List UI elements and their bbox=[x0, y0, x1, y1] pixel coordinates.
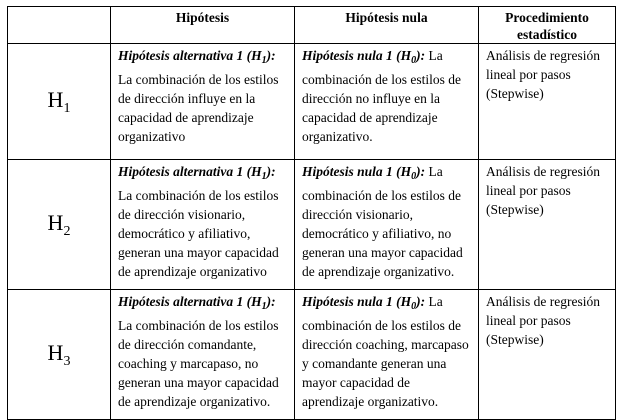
alternative-hypothesis-cell bbox=[111, 44, 295, 160]
null-title-post: ): bbox=[416, 48, 426, 63]
procedure-cell bbox=[479, 160, 616, 290]
hypothesis-label-main: H bbox=[47, 209, 64, 235]
header-null-hypothesis: Hipótesis nula bbox=[295, 7, 479, 44]
null-hypothesis-cell bbox=[295, 160, 479, 290]
alt-title-pre: Hipótesis alternativa 1 (H bbox=[118, 294, 262, 309]
null-title-sub: 0 bbox=[411, 301, 417, 312]
alternative-hypothesis-cell bbox=[111, 160, 295, 290]
alternative-hypothesis-text: La combinación de los estilos de dirección comandante, coaching y marcapaso, no generan una mayor capacidad de aprendizaje organizativo. bbox=[118, 318, 279, 409]
alt-title-sub: 1 bbox=[261, 171, 267, 182]
procedure-cell bbox=[479, 44, 616, 160]
null-title-pre: Hipótesis nula 1 (H bbox=[302, 48, 412, 63]
hypothesis-label-sub: 3 bbox=[63, 353, 71, 369]
alternative-hypothesis-text: La combinación de los estilos de dirección visionario, democrático y afiliativo, generan una mayor capacidad de aprendizaje organizativo bbox=[118, 188, 279, 279]
null-hypothesis-text: La combinación de los estilos de dirección visionario, democrático y afiliativo, no generan una mayor capacidad de aprendizaje organizativo. bbox=[302, 164, 463, 279]
procedure-text: Análisis de regresión lineal por pasos (Stepwise) bbox=[486, 294, 600, 347]
header-hypothesis: Hipótesis bbox=[111, 7, 295, 44]
alt-title-pre: Hipótesis alternativa 1 (H bbox=[118, 48, 262, 63]
hypothesis-table bbox=[7, 6, 616, 420]
alt-title-post: ): bbox=[266, 48, 276, 63]
hypothesis-label-sub: 1 bbox=[63, 100, 71, 116]
alt-title-pre: Hipótesis alternativa 1 (H bbox=[118, 164, 262, 179]
alternative-hypothesis-title bbox=[118, 294, 276, 312]
procedure-cell bbox=[479, 290, 616, 420]
null-hypothesis-text: La combinación de los estilos de dirección no influye en la capacidad de aprendizaje organizativo. bbox=[302, 48, 461, 144]
null-title-sub: 0 bbox=[411, 55, 417, 66]
null-title-pre: Hipótesis nula 1 (H bbox=[302, 164, 412, 179]
null-hypothesis-cell bbox=[295, 290, 479, 420]
table-row bbox=[8, 290, 616, 420]
table-header-row bbox=[8, 7, 616, 44]
header-procedure: Procedimiento estadístico bbox=[479, 7, 616, 44]
alt-title-post: ): bbox=[266, 164, 276, 179]
null-hypothesis-title bbox=[302, 48, 426, 66]
hypothesis-label-sub: 2 bbox=[63, 223, 71, 239]
table-row bbox=[8, 160, 616, 290]
alternative-hypothesis-title bbox=[118, 164, 276, 182]
alt-title-sub: 1 bbox=[261, 301, 267, 312]
hypothesis-label bbox=[8, 290, 111, 420]
table-row bbox=[8, 44, 616, 160]
alternative-hypothesis-cell bbox=[111, 290, 295, 420]
null-hypothesis-text: La combinación de los estilos de dirección coaching, marcapaso y comandante generan una mayor capacidad de aprendizaje organizativo. bbox=[302, 294, 469, 409]
alt-title-sub: 1 bbox=[261, 55, 267, 66]
null-title-post: ): bbox=[416, 294, 426, 309]
null-hypothesis-cell bbox=[295, 44, 479, 160]
alternative-hypothesis-title bbox=[118, 48, 276, 66]
null-title-post: ): bbox=[416, 164, 426, 179]
alternative-hypothesis-text: La combinación de los estilos de dirección influye en la capacidad de aprendizaje organizativo bbox=[118, 72, 279, 144]
null-title-pre: Hipótesis nula 1 (H bbox=[302, 294, 412, 309]
procedure-text: Análisis de regresión lineal por pasos (Stepwise) bbox=[486, 164, 600, 217]
null-hypothesis-title bbox=[302, 164, 426, 182]
hypothesis-label-main: H bbox=[47, 86, 64, 112]
procedure-text: Análisis de regresión lineal por pasos (Stepwise) bbox=[486, 48, 600, 101]
hypothesis-label-main: H bbox=[47, 339, 64, 365]
header-empty-cell bbox=[8, 7, 111, 44]
alt-title-post: ): bbox=[266, 294, 276, 309]
hypothesis-label bbox=[8, 44, 111, 160]
null-title-sub: 0 bbox=[411, 171, 417, 182]
null-hypothesis-title bbox=[302, 294, 426, 312]
hypothesis-label bbox=[8, 160, 111, 290]
